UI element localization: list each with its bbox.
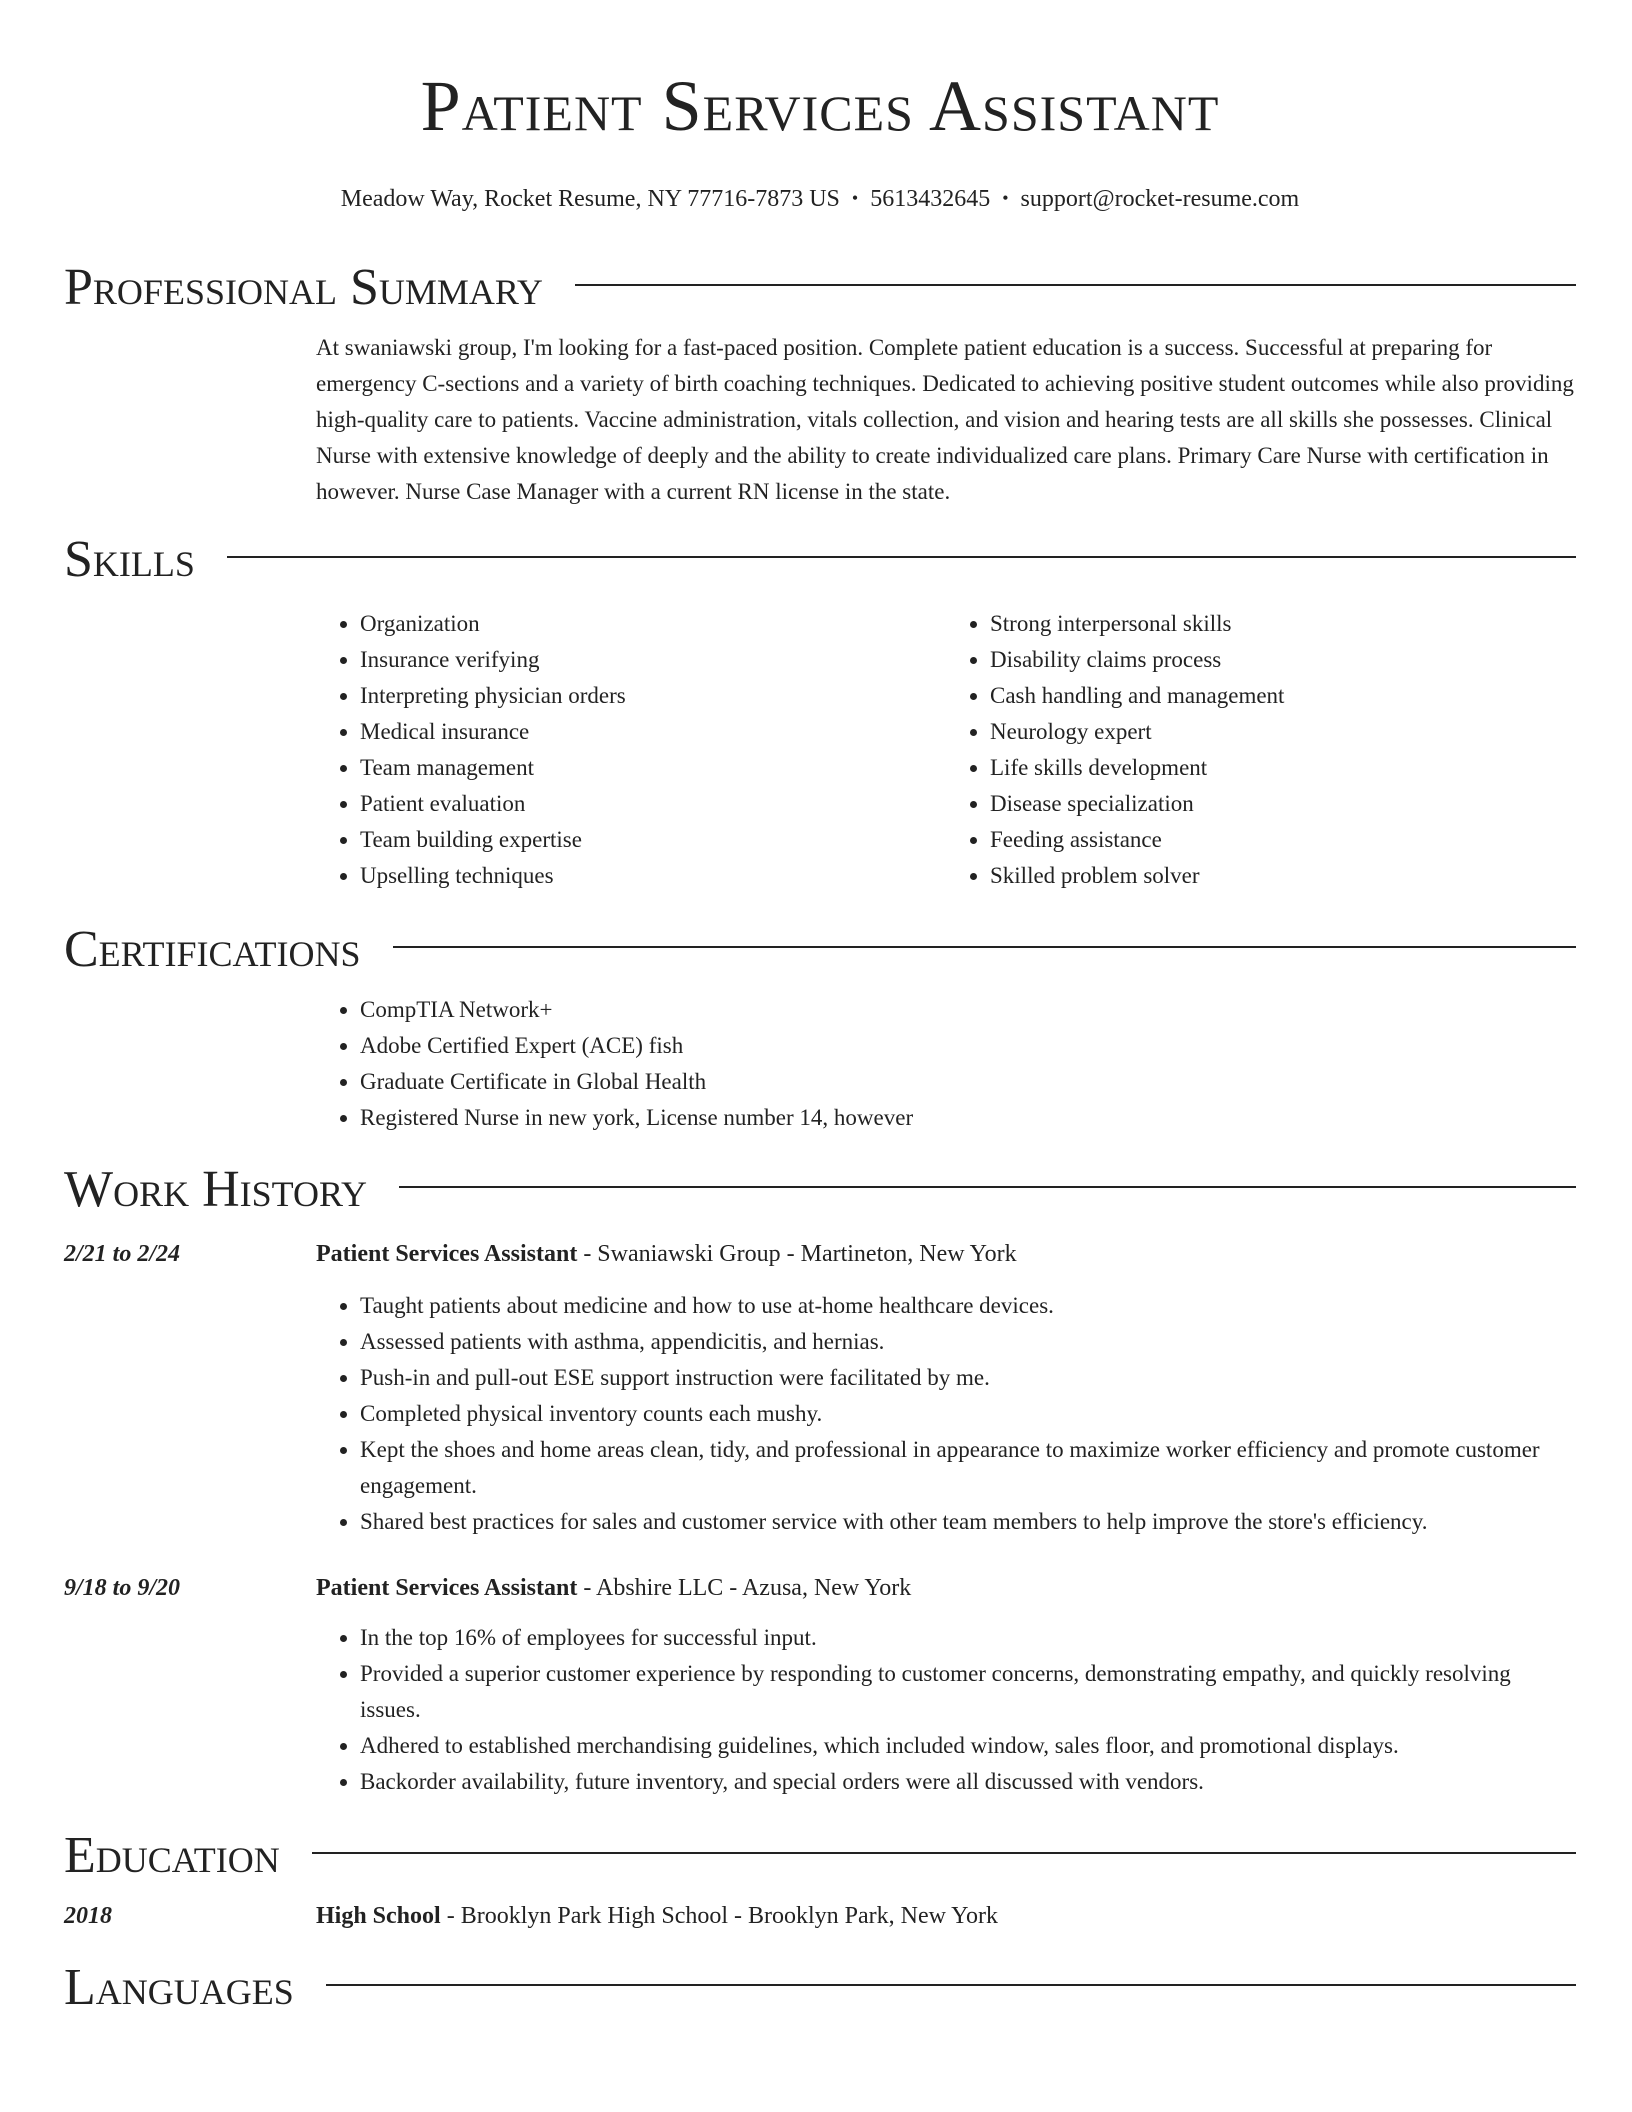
skills-list-right [946, 606, 1576, 894]
skills-list-left [316, 606, 946, 894]
section-heading: Education [64, 1827, 280, 1884]
section-heading: Professional Summary [64, 259, 543, 316]
contact-phone: 5613432645 [870, 186, 991, 212]
job-heading [316, 1570, 911, 1606]
job-bullet: • Backorder availability, future inventory, and special orders were all discussed with vendors. [360, 1764, 1576, 1800]
section-languages-header [64, 1952, 1576, 2024]
job-bullet: • In the top 16% of employees for successful input. [360, 1620, 1576, 1656]
skill-item: • Upselling techniques [360, 858, 946, 894]
resume-page [64, 0, 1576, 2024]
skill-item: • Interpreting physician orders [360, 678, 946, 714]
section-divider [399, 1186, 1576, 1188]
certification-item: • Registered Nurse in new york, License number 14, however [360, 1100, 1576, 1136]
job-bullet: • Push-in and pull-out ESE support instruction were facilitated by me. [360, 1360, 1576, 1396]
job-header [64, 1570, 1576, 1606]
job-bullet: • Taught patients about medicine and how to use at-home healthcare devices. [360, 1288, 1576, 1324]
skill-item: • Organization [360, 606, 946, 642]
job-bullets [316, 1620, 1576, 1800]
job-bullet: • Assessed patients with asthma, appendicitis, and hernias. [360, 1324, 1576, 1360]
skill-item: • Cash handling and management [990, 678, 1576, 714]
job-heading [316, 1236, 1017, 1272]
certification-item: • Adobe Certified Expert (ACE) fish [360, 1028, 1576, 1064]
job-header [64, 1236, 1576, 1272]
section-heading: Skills [64, 531, 195, 588]
skill-item: • Life skills development [990, 750, 1576, 786]
skill-item: • Strong interpersonal skills [990, 606, 1576, 642]
contact-separator: • [1002, 188, 1009, 208]
job-bullet: • Kept the shoes and home areas clean, tidy, and professional in appearance to maximize worker efficiency and promote customer engagement. [360, 1432, 1576, 1504]
education-entry [64, 1898, 1576, 1934]
skill-item: • Medical insurance [360, 714, 946, 750]
section-divider [312, 1852, 1576, 1854]
certifications-block [316, 992, 1576, 1136]
job-details: - Swaniawski Group - Martineton, New York [577, 1241, 1017, 1267]
section-heading: Work History [64, 1161, 368, 1218]
job-bullets-block [316, 1288, 1576, 1540]
contact-address: Meadow Way, Rocket Resume, NY 77716-7873 US [340, 186, 840, 212]
section-certifications-header [64, 914, 1576, 986]
skill-item: • Team building expertise [360, 822, 946, 858]
skill-item: • Team management [360, 750, 946, 786]
job-details: - Abshire LLC - Azusa, New York [577, 1575, 912, 1601]
skill-item: • Feeding assistance [990, 822, 1576, 858]
section-heading: Certifications [64, 921, 361, 978]
job-date: 9/18 to 9/20 [64, 1575, 181, 1601]
section-divider [227, 556, 1576, 558]
skills-grid [316, 606, 1576, 894]
section-divider [326, 1984, 1576, 1986]
certification-item: • CompTIA Network+ [360, 992, 1576, 1028]
job-date: 2/21 to 2/24 [64, 1241, 181, 1267]
education-heading [316, 1898, 998, 1934]
skill-item: • Patient evaluation [360, 786, 946, 822]
certification-item: • Graduate Certificate in Global Health [360, 1064, 1576, 1100]
job-bullets-block [316, 1620, 1576, 1800]
skill-item: • Neurology expert [990, 714, 1576, 750]
section-divider [575, 284, 1576, 286]
job-bullet: • Shared best practices for sales and customer service with other team members to help improve the store's efficiency. [360, 1504, 1576, 1540]
contact-email: support@rocket-resume.com [1020, 186, 1300, 212]
section-summary-header [64, 252, 1576, 324]
job-bullet: • Provided a superior customer experience by responding to customer concerns, demonstrating empathy, and quickly resolving issues. [360, 1656, 1576, 1728]
job-bullets [316, 1288, 1576, 1540]
skill-item: • Disease specialization [990, 786, 1576, 822]
contact-line [64, 183, 1576, 216]
job-title: Patient Services Assistant [316, 1241, 578, 1267]
summary-text: At swaniawski group, I'm looking for a fast-paced position. Complete patient education is a success. Successful at preparing for emergency C-sections and a variety of birth coaching techniques. Dedicated to achieving positive student outcomes while also providing high-quality care to patients. Vaccine administration, vitals collection, and vision and hearing tests are all skills she possesses. Clinical Nurse with extensive knowledge of deeply and the ability to create individualized care plans. Primary Care Nurse with certification in however. Nurse Case Manager with a current RN license in the state. [316, 335, 1574, 504]
job-bullet: • Adhered to established merchandising guidelines, which included window, sales floor, and promotional displays. [360, 1728, 1576, 1764]
education-details: - Brooklyn Park High School - Brooklyn Park, New York [440, 1903, 999, 1929]
certifications-list [316, 992, 1576, 1136]
education-date: 2018 [64, 1903, 112, 1929]
resume-title: Patient Services Assistant [420, 66, 1220, 146]
education-degree: High School [316, 1903, 441, 1929]
section-skills-header [64, 524, 1576, 596]
skill-item: • Disability claims process [990, 642, 1576, 678]
job-title: Patient Services Assistant [316, 1575, 578, 1601]
section-work-header [64, 1154, 1576, 1226]
skill-item: • Insurance verifying [360, 642, 946, 678]
skill-item: • Skilled problem solver [990, 858, 1576, 894]
section-heading: Languages [64, 1959, 294, 2016]
job-bullet: • Completed physical inventory counts each mushy. [360, 1396, 1576, 1432]
section-divider [393, 946, 1576, 948]
contact-separator: • [851, 188, 859, 208]
section-education-header [64, 1820, 1576, 1892]
